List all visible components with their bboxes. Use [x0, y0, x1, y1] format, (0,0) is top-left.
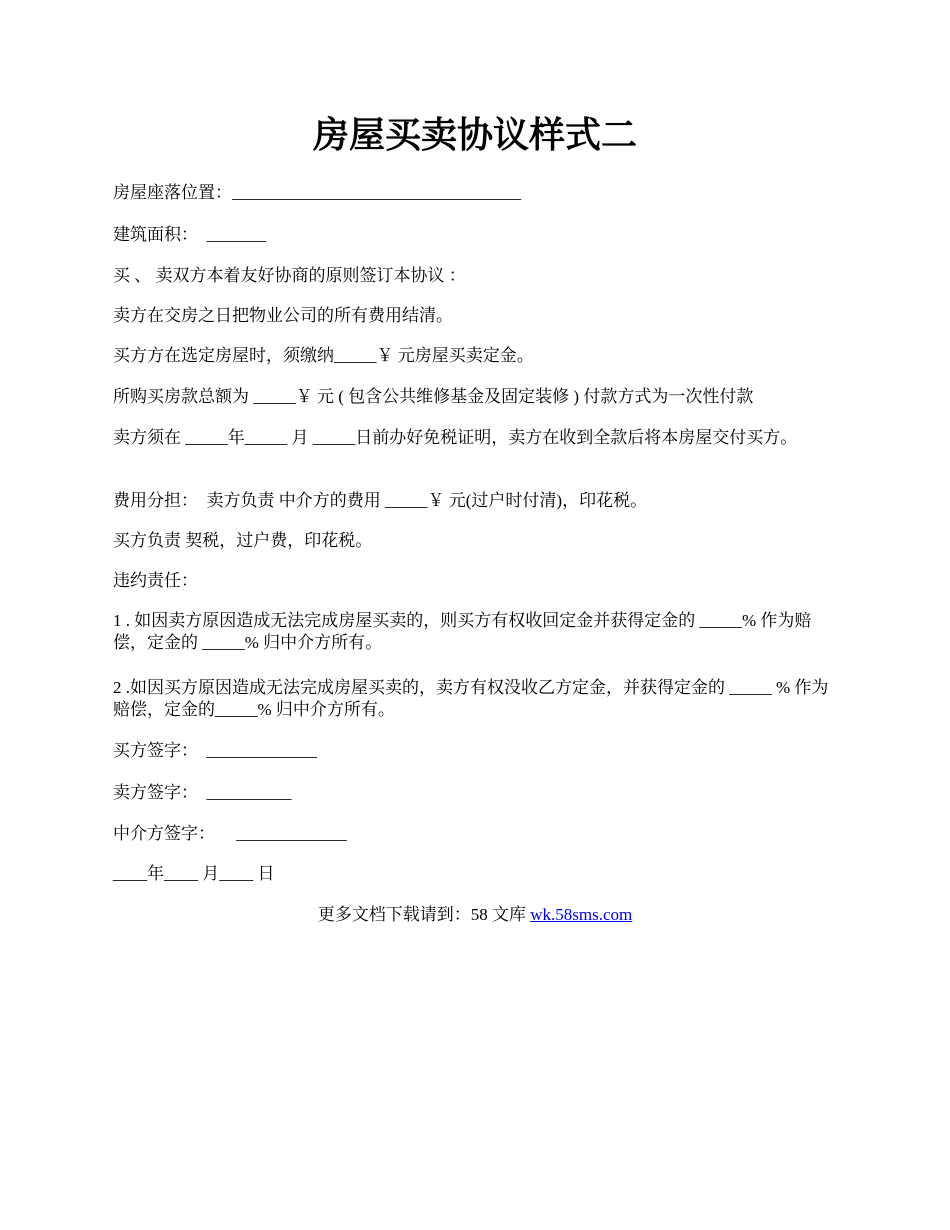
liability-clause-2: 2 .如因买方原因造成无法完成房屋买卖的，卖方有权没收乙方定金，并获得定金的 _____ % 作为赔偿，定金的_____% 归中介方所有。	[113, 678, 829, 719]
date-line: ____年____ 月____ 日	[113, 864, 275, 883]
footer	[0, 904, 950, 926]
seller-signature-line: 卖方签字： __________	[113, 783, 292, 802]
tax-certificate-line: 卖方须在 _____年_____ 月 _____日前办好免税证明，卖方在收到全款后将本房屋交付买方。	[113, 428, 798, 447]
liability-heading: 违约责任：	[113, 571, 198, 590]
footer-text: 更多文档下载请到：58 文库	[317, 905, 531, 924]
deposit-line: 买方方在选定房屋时，须缴纳_____￥ 元房屋买卖定金。	[113, 346, 534, 365]
total-price-line: 所购买房款总额为 _____￥ 元 ( 包含公共维修基金及固定装修 ) 付款方式为一次性付款	[113, 387, 754, 406]
buyer-signature-line: 买方签字： _____________	[113, 741, 317, 760]
area-line: 建筑面积： _______	[113, 225, 266, 244]
agent-signature-line: 中介方签字： _____________	[113, 824, 347, 843]
cost-sharing-line: 费用分担： 卖方负责 中介方的费用 _____￥ 元(过户时付清)，印花税。	[113, 491, 648, 510]
footer-link[interactable]: wk.58sms.com	[530, 905, 633, 924]
buyer-costs-line: 买方负责 契税，过户费，印花税。	[113, 531, 373, 550]
liability-clause-1: 1 . 如因卖方原因造成无法完成房屋买卖的，则买方有权收回定金并获得定金的 _____% 作为赔偿，定金的 _____% 归中介方所有。	[113, 611, 812, 652]
intro-line: 买 、 卖双方本着友好协商的原则签订本协议 ：	[113, 266, 466, 285]
seller-fees-line: 卖方在交房之日把物业公司的所有费用结清。	[113, 306, 453, 325]
document-title: 房屋买卖协议样式二	[312, 115, 637, 155]
location-line: 房屋座落位置：__________________________________	[113, 183, 521, 202]
